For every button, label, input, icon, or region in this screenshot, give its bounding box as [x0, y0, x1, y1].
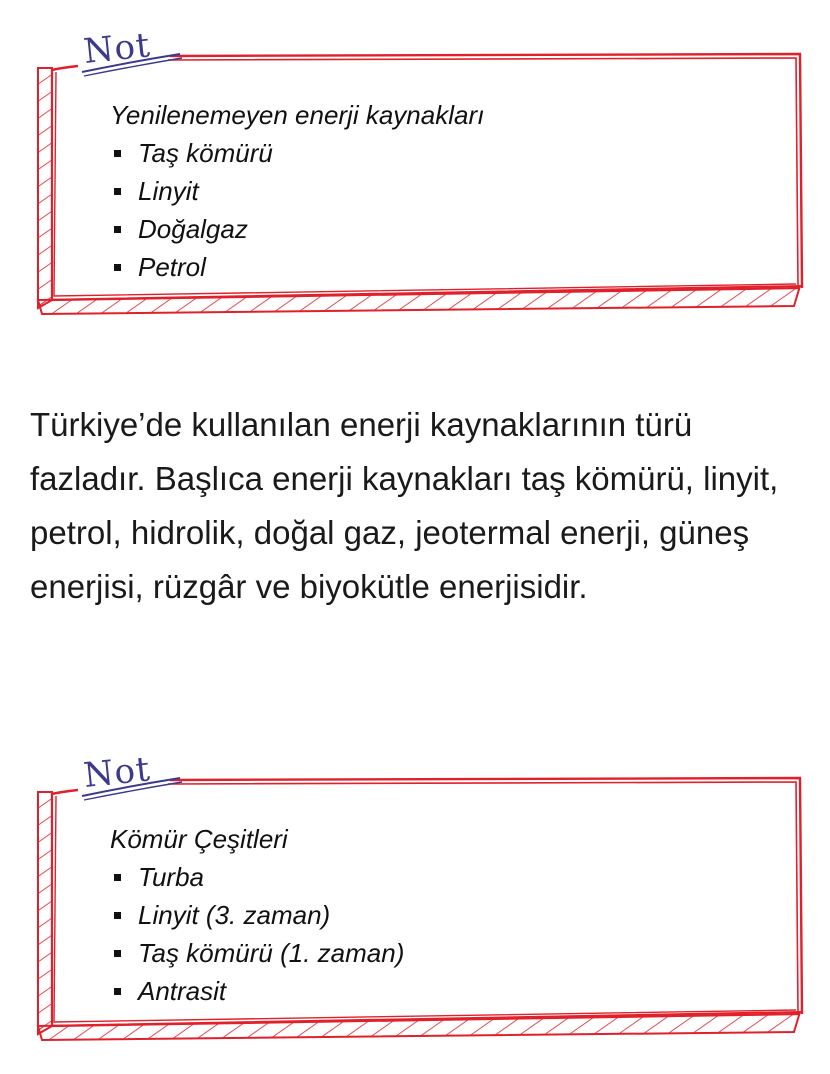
- note-title: Not: [81, 25, 153, 72]
- list-item: Petrol: [110, 248, 484, 286]
- note-heading: Yenilenemeyen enerji kaynakları: [110, 100, 485, 130]
- list-item: Taş kömürü: [110, 134, 484, 172]
- note-content: [110, 820, 404, 1010]
- list-item: Linyit (3. zaman): [110, 896, 404, 934]
- note-heading: Kömür Çeşitleri: [110, 824, 288, 854]
- body-paragraph: Türkiye’de kullanılan enerji kaynaklarının türü fazladır. Başlıca enerji kaynakları taş kömürü, linyit, petrol, hidrolik, doğal gaz, jeotermal enerji, güneş enerjisi, rüzgâr ve biyokütle enerjisidir.: [30, 406, 779, 605]
- list-item: Taş kömürü (1. zaman): [110, 934, 404, 972]
- list-item: Linyit: [110, 172, 484, 210]
- note-list: [110, 858, 404, 1010]
- note-title: Not: [81, 749, 153, 796]
- list-item: Turba: [110, 858, 404, 896]
- list-item: Antrasit: [110, 972, 404, 1010]
- note-box-energy-sources: [30, 25, 810, 318]
- note-list: [110, 134, 484, 286]
- note-content: [110, 96, 484, 286]
- list-item: Doğalgaz: [110, 210, 484, 248]
- note-box-coal-types: [30, 749, 810, 1044]
